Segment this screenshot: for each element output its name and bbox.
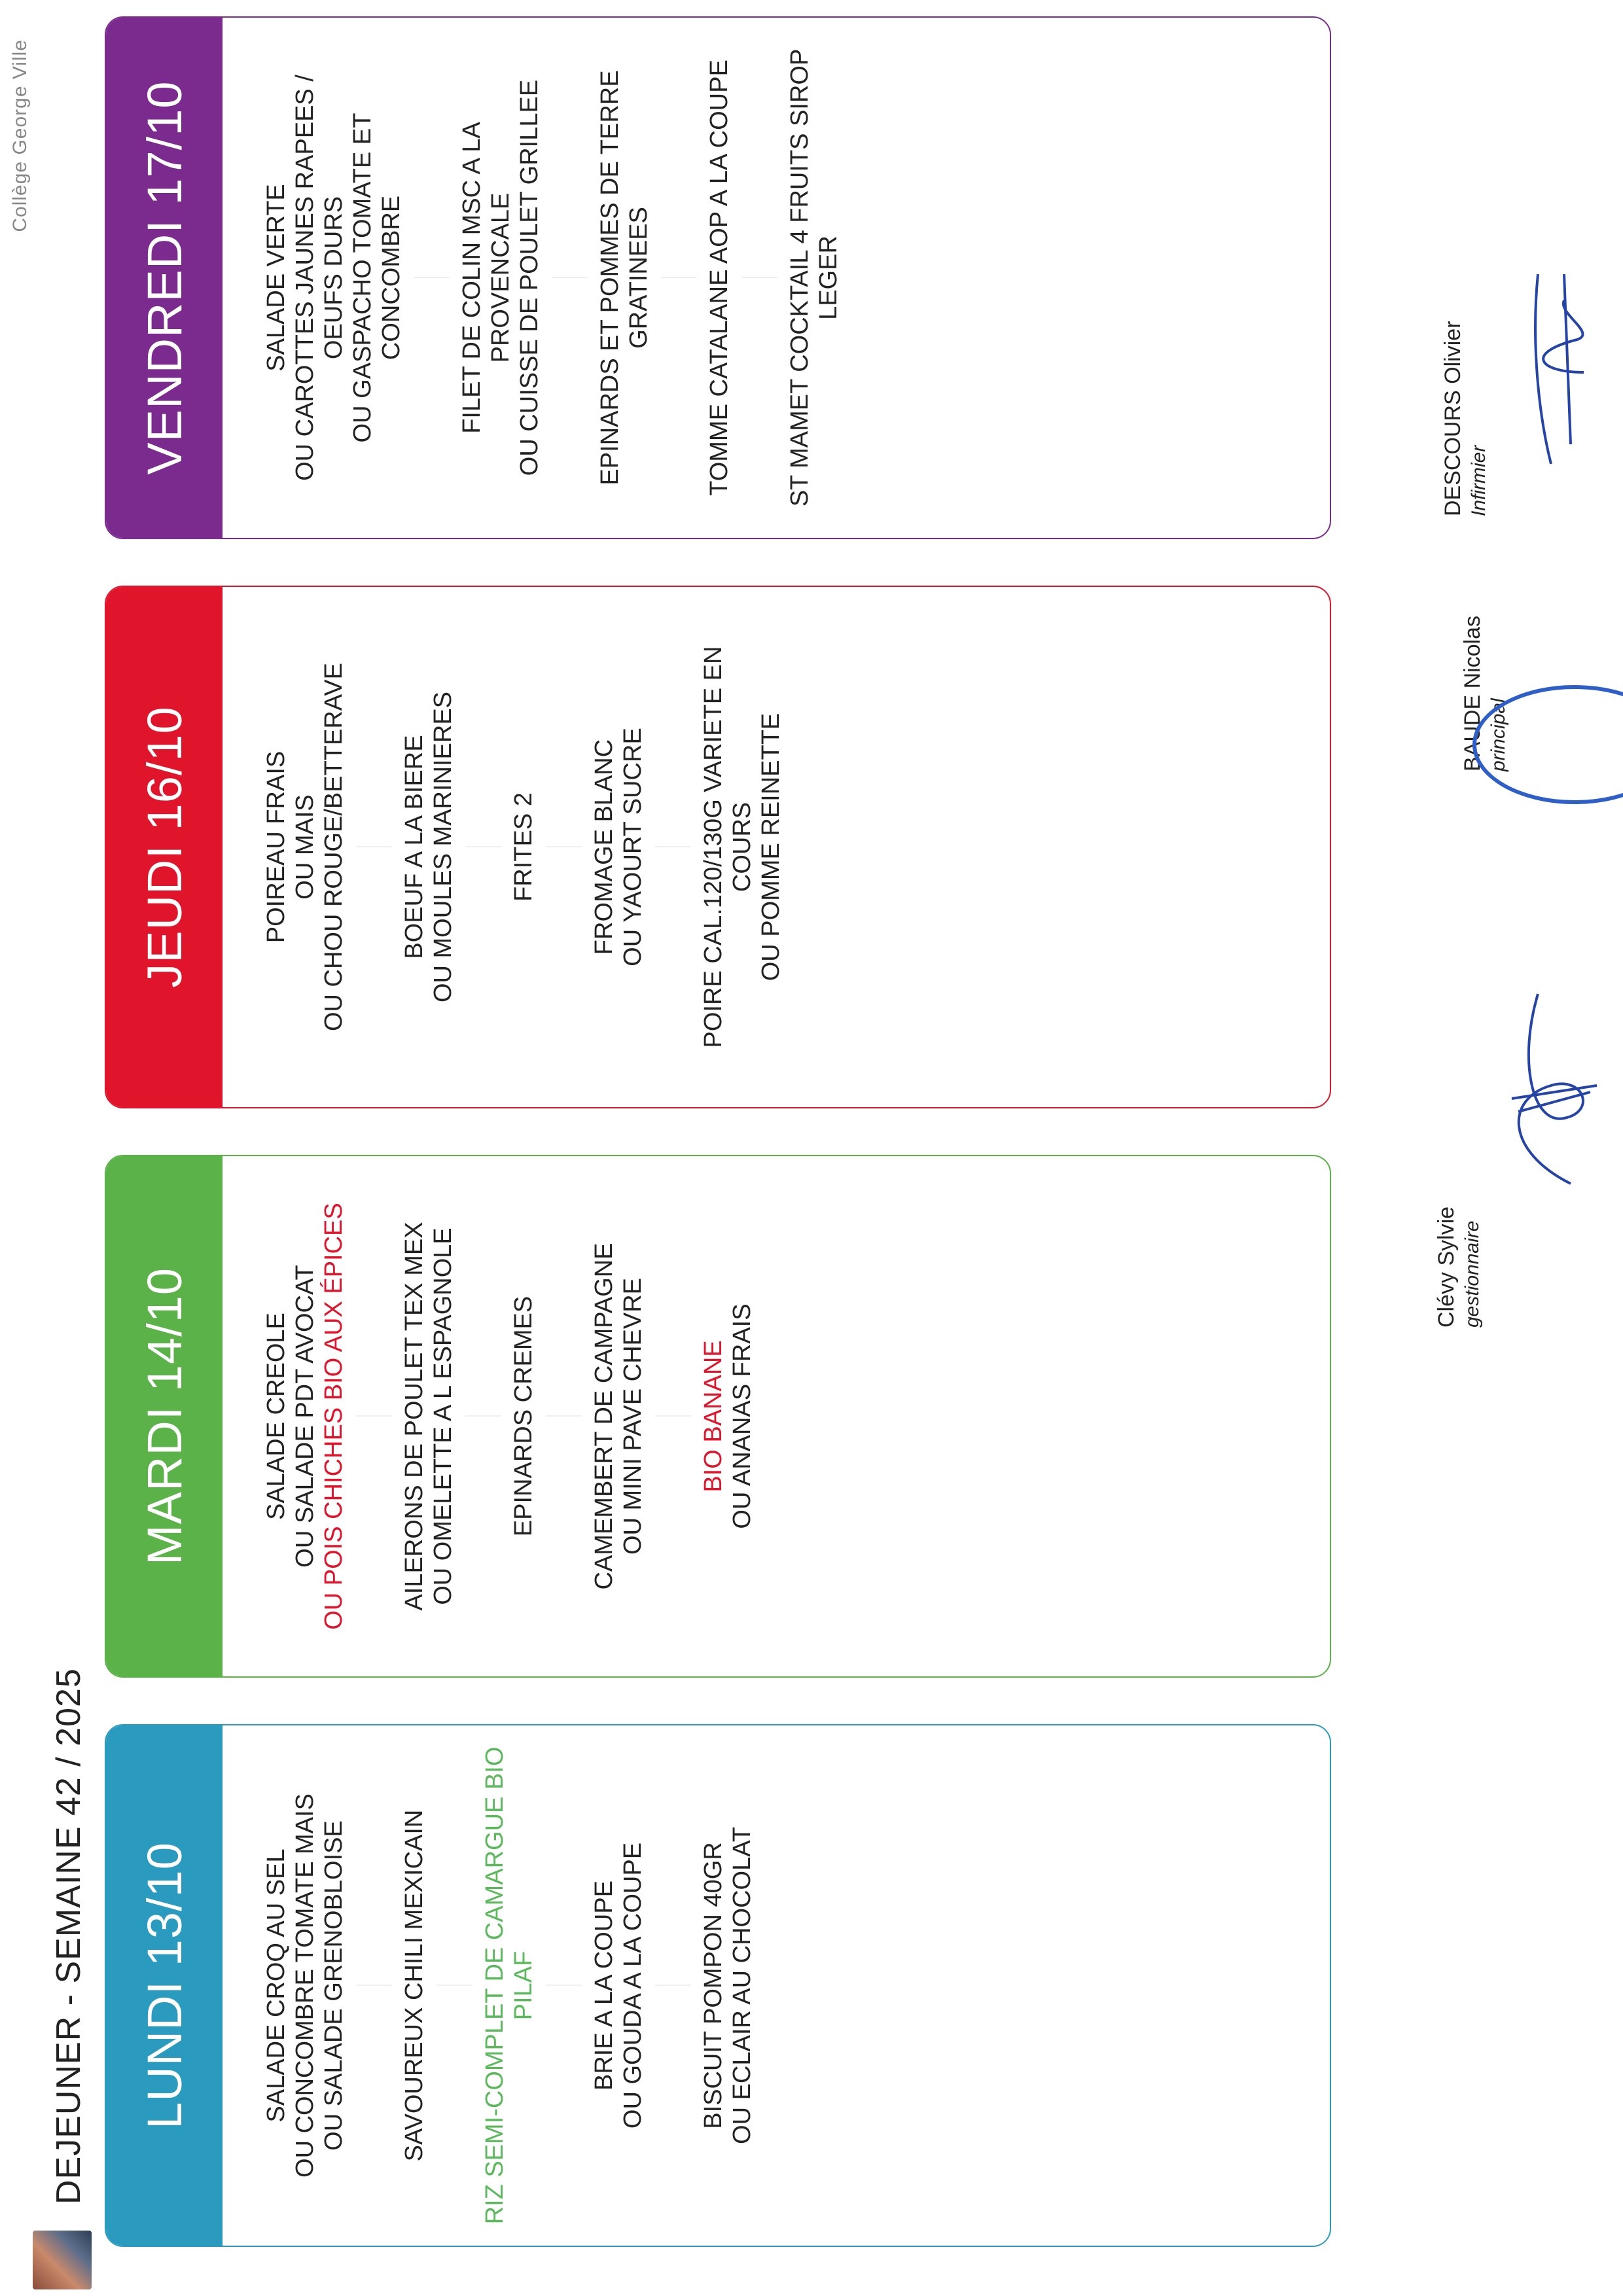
course-divider <box>546 1416 582 1417</box>
signature-infirmier <box>1440 321 1492 516</box>
course-divider <box>661 277 697 279</box>
menu-item: CAMEMBERT DE CAMPAGNE <box>590 1243 618 1590</box>
course-divider <box>437 1985 473 1987</box>
course-divider <box>465 847 501 848</box>
handwritten-signature-3 <box>1512 196 1597 470</box>
menu-list <box>223 1156 757 1676</box>
course-divider <box>465 1416 501 1417</box>
menu-item: SAVOUREUX CHILI MEXICAIN <box>401 1809 428 2162</box>
menu-item: AILERONS DE POULET TEX MEX <box>401 1222 428 1611</box>
menu-item: OU ECLAIR AU CHOCOLAT <box>728 1827 756 2144</box>
menu-item: OU GASPACHO TOMATE ET CONCOMBRE <box>349 113 405 443</box>
menu-item: BISCUIT POMPON 40GR <box>700 1842 727 2129</box>
menu-item: BRIE A LA COUPE <box>590 1880 618 2091</box>
menu-item: OU CONCOMBRE TOMATE MAIS <box>291 1793 319 2178</box>
menu-item: OU POMME REINETTE <box>757 713 785 981</box>
page-title: DEJEUNER - SEMAINE 42 / 2025 <box>50 1668 88 2204</box>
day-header: MARDI 14/10 <box>106 1156 223 1676</box>
menu-item: RIZ SEMI-COMPLET DE CAMARGUE BIO PILAF <box>481 1746 537 2225</box>
school-name: Collège George Ville <box>9 39 31 232</box>
menu-item: OU OMELETTE A L ESPAGNOLE <box>429 1227 457 1605</box>
menu-item: EPINARDS ET POMMES DE TERRE GRATINEES <box>596 70 652 486</box>
menu-item: OU MINI PAVE CHEVRE <box>619 1278 647 1555</box>
menu-item: OU ANANAS FRAIS <box>728 1303 756 1529</box>
day-header: JEUDI 16/10 <box>106 587 223 1107</box>
school-logo <box>33 2231 92 2289</box>
menu-item: FRITES 2 <box>510 792 537 902</box>
course-divider <box>552 277 588 279</box>
menu-item: EPINARDS CREMES <box>510 1296 537 1537</box>
menu-item: OU CHOU ROUGE/BETTERAVE <box>320 662 348 1032</box>
menu-item: OU MOULES MARINIERES <box>429 691 457 1003</box>
day-card <box>105 1724 1331 2247</box>
course-divider <box>655 1416 691 1417</box>
handwritten-signature-1 <box>1492 981 1603 1190</box>
course-divider <box>655 1985 691 1987</box>
menu-item: POIREAU FRAIS <box>262 751 290 944</box>
menu-list <box>223 1725 757 2246</box>
signature-gestionnaire <box>1433 1207 1486 1328</box>
signature-role: Infirmier <box>1468 445 1489 516</box>
course-divider <box>356 1416 392 1417</box>
course-divider <box>356 847 392 848</box>
signature-name: DESCOURS Olivier <box>1440 321 1465 516</box>
day-header: LUNDI 13/10 <box>106 1725 223 2246</box>
menu-item: OU CUISSE DE POULET GRILLEE <box>516 79 543 476</box>
menu-item: OU GOUDA A LA COUPE <box>619 1842 647 2129</box>
menu-item: POIRE CAL.120/130G VARIETE EN COURS <box>700 646 756 1048</box>
signature-name: BAUDE Nicolas <box>1460 615 1485 771</box>
menu-item: OU CAROTTES JAUNES RAPEES / OEUFS DURS <box>291 75 348 481</box>
menu-list <box>223 18 843 538</box>
menu-item: OU MAIS <box>291 794 319 900</box>
menu-item: FILET DE COLIN MSC A LA PROVENCALE <box>458 122 514 434</box>
menu-item: SALADE VERTE <box>262 184 290 372</box>
day-card <box>105 1155 1331 1678</box>
signature-role: principal <box>1488 698 1509 771</box>
menu-item: OU SALADE PDT AVOCAT <box>291 1265 319 1568</box>
menu-item: OU POIS CHICHES BIO AUX ÉPICES <box>320 1203 348 1630</box>
signature-name: Clévy Sylvie <box>1434 1206 1459 1328</box>
course-divider <box>546 1985 582 1987</box>
menu-item: SALADE CREOLE <box>262 1313 290 1520</box>
menu-item: TOMME CATALANE AOP A LA COUPE <box>705 60 733 496</box>
day-card <box>105 16 1331 539</box>
day-card <box>105 586 1331 1108</box>
signature-role: gestionnaire <box>1461 1220 1483 1328</box>
course-divider <box>655 847 691 848</box>
course-divider <box>414 277 450 279</box>
menu-item: OU YAOURT SUCRE <box>619 728 647 966</box>
menu-item: ST MAMET COCKTAIL 4 FRUITS SIROP LEGER <box>786 48 842 507</box>
menu-item: SALADE CROQ AU SEL <box>262 1848 290 2123</box>
course-divider <box>356 1985 392 1987</box>
course-divider <box>741 277 777 279</box>
day-header: VENDREDI 17/10 <box>106 18 223 538</box>
menu-item: BOEUF A LA BIERE <box>401 735 428 959</box>
menu-item: OU SALADE GRENOBLOISE <box>320 1820 348 2151</box>
menu-list <box>223 587 785 1107</box>
menu-item: FROMAGE BLANC <box>590 739 618 955</box>
menu-item: BIO BANANE <box>700 1340 727 1492</box>
course-divider <box>546 847 582 848</box>
